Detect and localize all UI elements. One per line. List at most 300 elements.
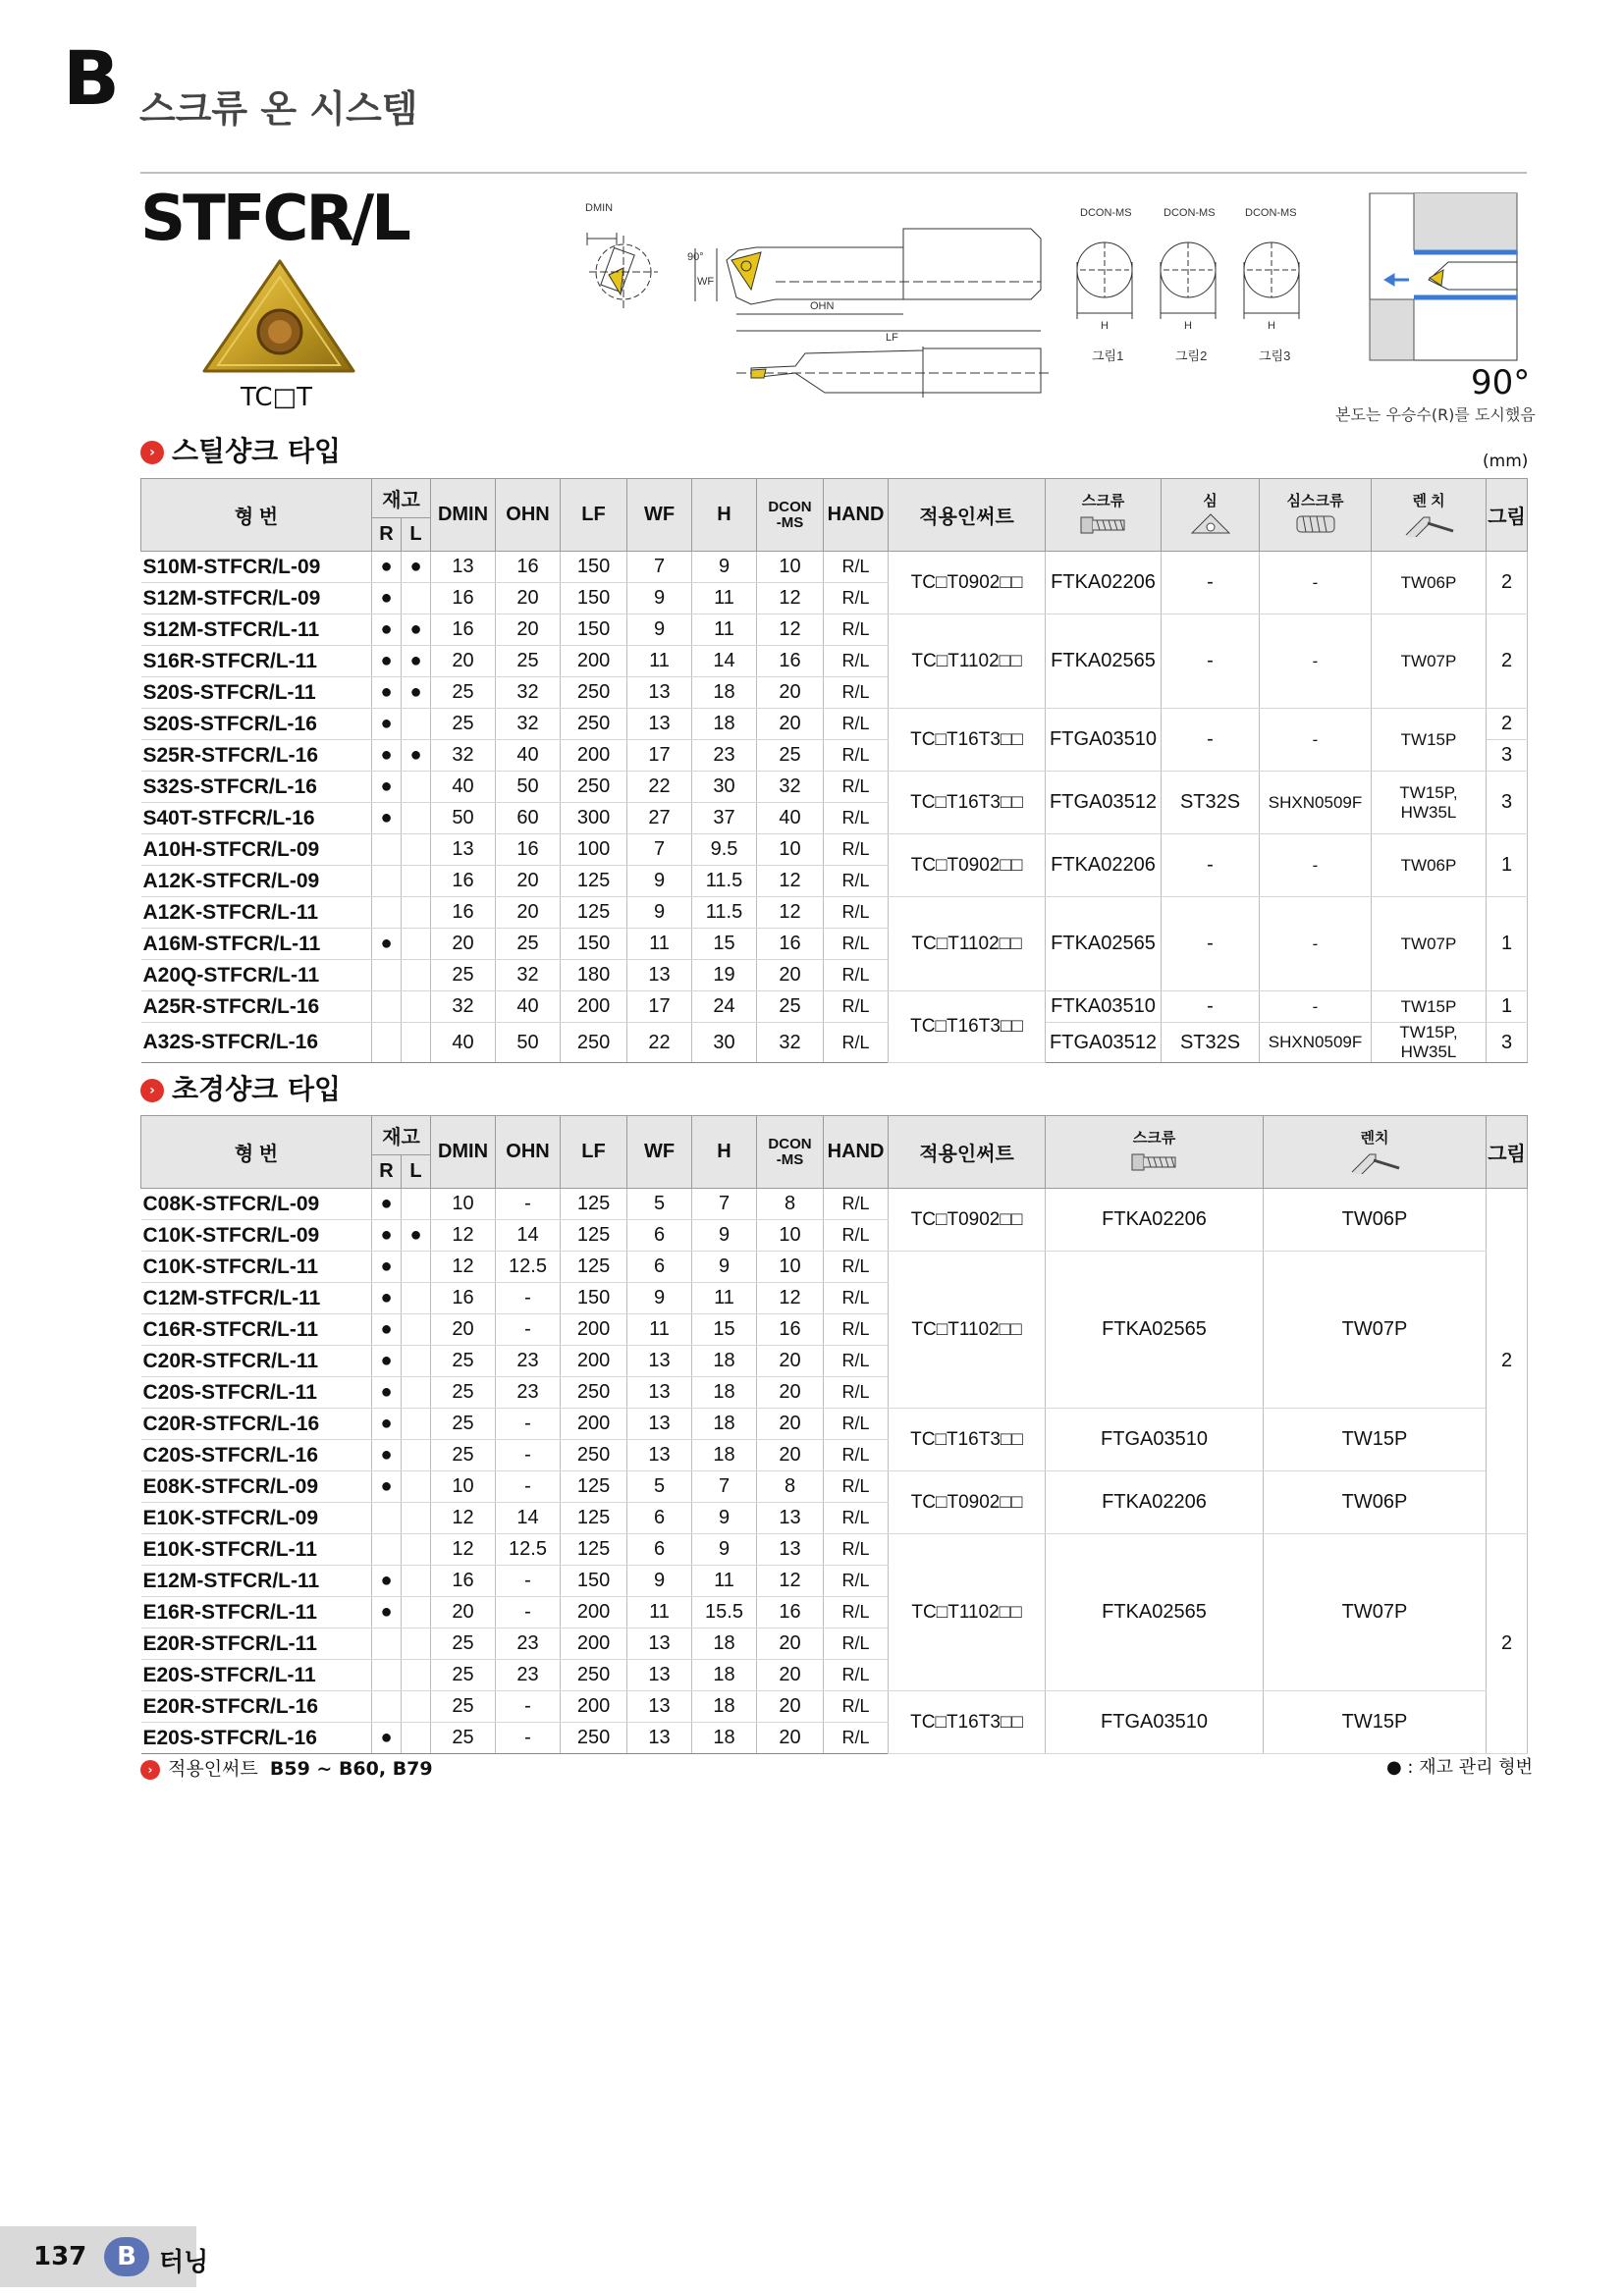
- ohn-value: 40: [496, 740, 561, 772]
- lf-value: 125: [561, 1471, 627, 1503]
- wrench-icon: [1402, 511, 1455, 537]
- schem-ohn-label: OHN: [810, 300, 835, 312]
- table-row: [141, 772, 1528, 803]
- model-code: S10M-STFCR/L-09: [141, 552, 372, 583]
- h-value: 18: [692, 1723, 757, 1754]
- wf-value: 11: [627, 1314, 692, 1346]
- stock-r: [372, 1660, 402, 1691]
- stock-r: ●: [372, 709, 402, 740]
- h-value: 9: [692, 552, 757, 583]
- figure-ref: 2: [1487, 552, 1528, 614]
- wf-value: 13: [627, 1691, 692, 1723]
- col-dcon: DCON -MS: [757, 1116, 824, 1189]
- model-code: C20S-STFCR/L-11: [141, 1377, 372, 1409]
- stock-l: ●: [402, 1220, 431, 1252]
- model-code: A12K-STFCR/L-11: [141, 897, 372, 929]
- dmin-value: 32: [431, 991, 496, 1023]
- stock-l: [402, 866, 431, 897]
- ohn-value: 60: [496, 803, 561, 834]
- ohn-value: 20: [496, 866, 561, 897]
- ohn-value: -: [496, 1597, 561, 1629]
- dcon-value: 20: [757, 1691, 824, 1723]
- model-code: C12M-STFCR/L-11: [141, 1283, 372, 1314]
- lf-value: 250: [561, 709, 627, 740]
- stock-l: [402, 772, 431, 803]
- model-code: C16R-STFCR/L-11: [141, 1314, 372, 1346]
- hand-value: R/L: [824, 1252, 889, 1283]
- dcon-value: 16: [757, 1597, 824, 1629]
- carbide-section-title: › 초경샹크 타입: [140, 1068, 341, 1107]
- dmin-value: 25: [431, 709, 496, 740]
- col-dcon: DCON -MS: [757, 479, 824, 552]
- ohn-value: 32: [496, 677, 561, 709]
- model-code: E10K-STFCR/L-09: [141, 1503, 372, 1534]
- stock-r: [372, 866, 402, 897]
- stock-r: ●: [372, 583, 402, 614]
- h-value: 18: [692, 709, 757, 740]
- stock-l: [402, 929, 431, 960]
- h-value: 7: [692, 1189, 757, 1220]
- ohn-value: 25: [496, 929, 561, 960]
- ohn-value: -: [496, 1566, 561, 1597]
- wrench-part: TW15P, HW35L: [1372, 772, 1487, 834]
- lf-value: 200: [561, 1314, 627, 1346]
- stock-l: [402, 1023, 431, 1063]
- stock-r: ●: [372, 646, 402, 677]
- lf-value: 125: [561, 897, 627, 929]
- ohn-value: 16: [496, 552, 561, 583]
- shim-screw-part: SHXN0509F: [1260, 772, 1372, 834]
- model-code: C20R-STFCR/L-16: [141, 1409, 372, 1440]
- dcon-value: 32: [757, 772, 824, 803]
- h-value: 9: [692, 1220, 757, 1252]
- stock-r: [372, 991, 402, 1023]
- stock-r: [372, 1629, 402, 1660]
- dcon-value: 12: [757, 897, 824, 929]
- lf-value: 200: [561, 1409, 627, 1440]
- figure-ref: 3: [1487, 740, 1528, 772]
- model-code: C10K-STFCR/L-09: [141, 1220, 372, 1252]
- table-row: [141, 552, 1528, 583]
- dmin-value: 25: [431, 1629, 496, 1660]
- dmin-value: 16: [431, 583, 496, 614]
- shim-part: ST32S: [1162, 1023, 1260, 1063]
- lf-value: 250: [561, 1660, 627, 1691]
- shim-screw-part: SHXN0509F: [1260, 1023, 1372, 1063]
- figure-ref: 2: [1487, 614, 1528, 709]
- lf-value: 300: [561, 803, 627, 834]
- dcon-value: 20: [757, 709, 824, 740]
- ohn-value: 23: [496, 1660, 561, 1691]
- hand-value: R/L: [824, 929, 889, 960]
- h-value: 11.5: [692, 866, 757, 897]
- steel-shank-table: [140, 478, 1528, 1063]
- hand-value: R/L: [824, 1023, 889, 1063]
- dmin-value: 40: [431, 772, 496, 803]
- model-code: A32S-STFCR/L-16: [141, 1023, 372, 1063]
- dcon-value: 13: [757, 1534, 824, 1566]
- ohn-value: 14: [496, 1220, 561, 1252]
- stock-r: [372, 1023, 402, 1063]
- stock-l: ●: [402, 677, 431, 709]
- lf-value: 200: [561, 1629, 627, 1660]
- ohn-value: 40: [496, 991, 561, 1023]
- hand-value: R/L: [824, 1691, 889, 1723]
- dcon-value: 10: [757, 1220, 824, 1252]
- ohn-value: 32: [496, 709, 561, 740]
- figure-ref: 2: [1487, 1189, 1528, 1534]
- hand-value: R/L: [824, 1440, 889, 1471]
- screw-part: FTKA03510: [1046, 991, 1162, 1023]
- stock-l: [402, 1440, 431, 1471]
- table-row: [141, 1691, 1528, 1723]
- wrench-part: TW06P: [1264, 1471, 1487, 1534]
- col-dmin: DMIN: [431, 479, 496, 552]
- ohn-value: 23: [496, 1629, 561, 1660]
- wf-value: 22: [627, 1023, 692, 1063]
- col-model: 형 번: [141, 479, 372, 552]
- schem-fig-1: 그림1: [1092, 348, 1124, 363]
- col-hand: HAND: [824, 479, 889, 552]
- shim-part: -: [1162, 614, 1260, 709]
- dmin-value: 25: [431, 1723, 496, 1754]
- lf-value: 125: [561, 1534, 627, 1566]
- h-value: 9.5: [692, 834, 757, 866]
- dcon-value: 8: [757, 1471, 824, 1503]
- dcon-value: 12: [757, 1283, 824, 1314]
- hand-value: R/L: [824, 1283, 889, 1314]
- insert-type: TC□T16T3□□: [889, 709, 1046, 772]
- model-code: E20R-STFCR/L-16: [141, 1691, 372, 1723]
- h-value: 15.5: [692, 1597, 757, 1629]
- dmin-value: 25: [431, 1409, 496, 1440]
- stock-l: ●: [402, 614, 431, 646]
- stock-r: ●: [372, 772, 402, 803]
- col-shim: 심: [1162, 479, 1260, 552]
- hand-value: R/L: [824, 646, 889, 677]
- dmin-value: 40: [431, 1023, 496, 1063]
- screw-part: FTKA02206: [1046, 552, 1162, 614]
- model-code: S20S-STFCR/L-11: [141, 677, 372, 709]
- figure-ref: 1: [1487, 834, 1528, 897]
- ohn-value: 32: [496, 960, 561, 991]
- shim-part: -: [1162, 709, 1260, 772]
- model-code: S40T-STFCR/L-16: [141, 803, 372, 834]
- dmin-value: 20: [431, 929, 496, 960]
- dmin-value: 16: [431, 897, 496, 929]
- wf-value: 13: [627, 1660, 692, 1691]
- h-value: 18: [692, 1691, 757, 1723]
- shim-screw-part: -: [1260, 897, 1372, 991]
- wrench-part: TW15P: [1372, 709, 1487, 772]
- wf-value: 9: [627, 866, 692, 897]
- dmin-value: 16: [431, 1566, 496, 1597]
- schem-h-1: H: [1101, 320, 1109, 332]
- stock-legend: ● : 재고 관리 형번: [1386, 1757, 1533, 1778]
- ohn-value: -: [496, 1691, 561, 1723]
- screw-part: FTKA02206: [1046, 834, 1162, 897]
- wf-value: 6: [627, 1534, 692, 1566]
- ohn-value: 50: [496, 772, 561, 803]
- dmin-value: 13: [431, 552, 496, 583]
- dmin-value: 25: [431, 960, 496, 991]
- dcon-value: 32: [757, 1023, 824, 1063]
- stock-r: [372, 1534, 402, 1566]
- wf-value: 7: [627, 834, 692, 866]
- dcon-value: 20: [757, 1346, 824, 1377]
- stock-r: [372, 960, 402, 991]
- shim-icon: [1188, 511, 1233, 537]
- model-code: E16R-STFCR/L-11: [141, 1597, 372, 1629]
- col-stock-r: R: [372, 518, 402, 552]
- wrench-part: TW07P: [1264, 1252, 1487, 1409]
- insert-type: TC□T1102□□: [889, 1534, 1046, 1691]
- h-value: 18: [692, 1346, 757, 1377]
- wrench-icon: [1348, 1148, 1401, 1174]
- col-lf: LF: [561, 1116, 627, 1189]
- col-stock-l: L: [402, 1155, 431, 1189]
- stock-l: [402, 1597, 431, 1629]
- col-wf: WF: [627, 1116, 692, 1189]
- hand-value: R/L: [824, 1346, 889, 1377]
- hand-value: R/L: [824, 803, 889, 834]
- wf-value: 13: [627, 1723, 692, 1754]
- wrench-part: TW07P: [1372, 614, 1487, 709]
- schem-dcon-2: DCON-MS: [1164, 207, 1216, 219]
- ohn-value: 20: [496, 897, 561, 929]
- ohn-value: 20: [496, 583, 561, 614]
- wrench-part: TW15P, HW35L: [1372, 1023, 1487, 1063]
- h-value: 9: [692, 1534, 757, 1566]
- hand-value: R/L: [824, 960, 889, 991]
- col-figure: 그림: [1487, 479, 1528, 552]
- lf-value: 150: [561, 552, 627, 583]
- dcon-value: 20: [757, 677, 824, 709]
- h-value: 18: [692, 1377, 757, 1409]
- ohn-value: 20: [496, 614, 561, 646]
- dmin-value: 25: [431, 1660, 496, 1691]
- ohn-value: 23: [496, 1346, 561, 1377]
- lf-value: 125: [561, 1189, 627, 1220]
- stock-l: [402, 1377, 431, 1409]
- page-number: 137: [33, 2242, 87, 2271]
- wrench-part: TW15P: [1372, 991, 1487, 1023]
- lf-value: 150: [561, 583, 627, 614]
- insert-type: TC□T1102□□: [889, 897, 1046, 991]
- unit-label: (mm): [1483, 452, 1529, 471]
- model-code: A20Q-STFCR/L-11: [141, 960, 372, 991]
- stock-r: ●: [372, 1471, 402, 1503]
- wf-value: 9: [627, 897, 692, 929]
- model-code: C20R-STFCR/L-11: [141, 1346, 372, 1377]
- schem-wf-label: WF: [697, 276, 715, 288]
- shim-screw-part: -: [1260, 991, 1372, 1023]
- h-value: 11: [692, 614, 757, 646]
- hand-value: R/L: [824, 1503, 889, 1534]
- h-value: 23: [692, 740, 757, 772]
- screw-part: FTGA03512: [1046, 1023, 1162, 1063]
- wf-value: 9: [627, 614, 692, 646]
- wrench-part: TW06P: [1372, 552, 1487, 614]
- wf-value: 13: [627, 1440, 692, 1471]
- h-value: 19: [692, 960, 757, 991]
- insert-image: [196, 255, 363, 383]
- hand-value: R/L: [824, 1660, 889, 1691]
- section-letter: B: [63, 34, 120, 122]
- h-value: 11: [692, 1566, 757, 1597]
- wf-value: 13: [627, 709, 692, 740]
- shim-screw-icon: [1293, 511, 1338, 537]
- stock-r: [372, 834, 402, 866]
- stock-l: [402, 897, 431, 929]
- dmin-value: 20: [431, 1597, 496, 1629]
- table-row: [141, 709, 1528, 740]
- lf-value: 180: [561, 960, 627, 991]
- stock-r: [372, 897, 402, 929]
- wf-value: 7: [627, 552, 692, 583]
- h-value: 18: [692, 1409, 757, 1440]
- wf-value: 13: [627, 1629, 692, 1660]
- stock-r: ●: [372, 552, 402, 583]
- dcon-value: 20: [757, 1409, 824, 1440]
- table-row: [141, 1409, 1528, 1440]
- dcon-value: 20: [757, 1660, 824, 1691]
- figure-ref: 3: [1487, 1023, 1528, 1063]
- ohn-value: 12.5: [496, 1252, 561, 1283]
- stock-l: [402, 960, 431, 991]
- dcon-value: 16: [757, 646, 824, 677]
- dcon-value: 20: [757, 960, 824, 991]
- stock-r: [372, 1691, 402, 1723]
- stock-l: ●: [402, 740, 431, 772]
- dcon-value: 10: [757, 552, 824, 583]
- insert-type: TC□T16T3□□: [889, 1409, 1046, 1471]
- wf-value: 9: [627, 583, 692, 614]
- dmin-value: 25: [431, 1440, 496, 1471]
- schem-lf-label: LF: [886, 332, 898, 344]
- hand-value: R/L: [824, 1377, 889, 1409]
- dcon-value: 16: [757, 929, 824, 960]
- stock-l: [402, 1409, 431, 1440]
- stock-r: ●: [372, 677, 402, 709]
- ohn-value: 14: [496, 1503, 561, 1534]
- col-screw: 스크류: [1046, 479, 1162, 552]
- dmin-value: 13: [431, 834, 496, 866]
- wf-value: 9: [627, 1566, 692, 1597]
- stock-l: ●: [402, 646, 431, 677]
- stock-l: [402, 834, 431, 866]
- stock-r: ●: [372, 803, 402, 834]
- stock-r: ●: [372, 1189, 402, 1220]
- col-insert: 적용인써트: [889, 479, 1046, 552]
- table-row: [141, 1023, 1528, 1063]
- h-value: 11: [692, 1283, 757, 1314]
- h-value: 18: [692, 1660, 757, 1691]
- col-insert: 적용인써트: [889, 1116, 1046, 1189]
- stock-l: [402, 1471, 431, 1503]
- lf-value: 200: [561, 1346, 627, 1377]
- stock-l: ●: [402, 552, 431, 583]
- wrench-part: TW15P: [1264, 1409, 1487, 1471]
- hand-value: R/L: [824, 1566, 889, 1597]
- ohn-value: -: [496, 1283, 561, 1314]
- table-row: [141, 614, 1528, 646]
- lf-value: 200: [561, 1691, 627, 1723]
- insert-caption: TC□T: [241, 383, 312, 412]
- model-code: A12K-STFCR/L-09: [141, 866, 372, 897]
- shim-screw-part: -: [1260, 834, 1372, 897]
- stock-l: [402, 1629, 431, 1660]
- col-ohn: OHN: [496, 479, 561, 552]
- ohn-value: -: [496, 1189, 561, 1220]
- model-code: E08K-STFCR/L-09: [141, 1471, 372, 1503]
- lf-value: 250: [561, 772, 627, 803]
- col-lf: LF: [561, 479, 627, 552]
- stock-r: ●: [372, 1723, 402, 1754]
- h-value: 37: [692, 803, 757, 834]
- schem-h-3: H: [1268, 320, 1275, 332]
- figure-ref: 2: [1487, 709, 1528, 740]
- stock-r: ●: [372, 1377, 402, 1409]
- h-value: 18: [692, 1629, 757, 1660]
- hand-value: R/L: [824, 1189, 889, 1220]
- wf-value: 13: [627, 1409, 692, 1440]
- model-code: E20R-STFCR/L-11: [141, 1629, 372, 1660]
- product-model: STFCR/L: [140, 183, 408, 255]
- col-stock: 재고: [372, 1116, 431, 1155]
- h-value: 24: [692, 991, 757, 1023]
- h-value: 18: [692, 677, 757, 709]
- lf-value: 200: [561, 740, 627, 772]
- dcon-value: 12: [757, 1566, 824, 1597]
- stock-r: ●: [372, 1440, 402, 1471]
- lf-value: 100: [561, 834, 627, 866]
- hand-value: R/L: [824, 1629, 889, 1660]
- steel-section-title: › 스틸샹크 타입: [140, 430, 341, 469]
- dmin-value: 25: [431, 1691, 496, 1723]
- table-row: [141, 1471, 1528, 1503]
- screw-part: FTGA03510: [1046, 1409, 1264, 1471]
- screw-part: FTGA03510: [1046, 1691, 1264, 1754]
- figure-ref: 2: [1487, 1534, 1528, 1754]
- model-code: S32S-STFCR/L-16: [141, 772, 372, 803]
- bullet-icon: ›: [140, 441, 164, 464]
- shim-screw-part: -: [1260, 552, 1372, 614]
- ohn-value: 12.5: [496, 1534, 561, 1566]
- insert-reference: › 적용인써트 B59 ~ B60, B79: [140, 1754, 433, 1781]
- model-code: E20S-STFCR/L-16: [141, 1723, 372, 1754]
- stock-l: [402, 1346, 431, 1377]
- ohn-value: 50: [496, 1023, 561, 1063]
- h-value: 15: [692, 1314, 757, 1346]
- dcon-value: 12: [757, 614, 824, 646]
- screw-part: FTKA02565: [1046, 897, 1162, 991]
- h-value: 11.5: [692, 897, 757, 929]
- lf-value: 150: [561, 929, 627, 960]
- wrench-part: TW07P: [1264, 1534, 1487, 1691]
- stock-r: ●: [372, 1346, 402, 1377]
- model-code: S25R-STFCR/L-16: [141, 740, 372, 772]
- insert-type: TC□T16T3□□: [889, 991, 1046, 1063]
- dmin-value: 12: [431, 1220, 496, 1252]
- hand-value: R/L: [824, 614, 889, 646]
- stock-l: [402, 709, 431, 740]
- ohn-value: 16: [496, 834, 561, 866]
- model-code: S12M-STFCR/L-11: [141, 614, 372, 646]
- stock-l: [402, 803, 431, 834]
- stock-r: ●: [372, 614, 402, 646]
- stock-l: [402, 1189, 431, 1220]
